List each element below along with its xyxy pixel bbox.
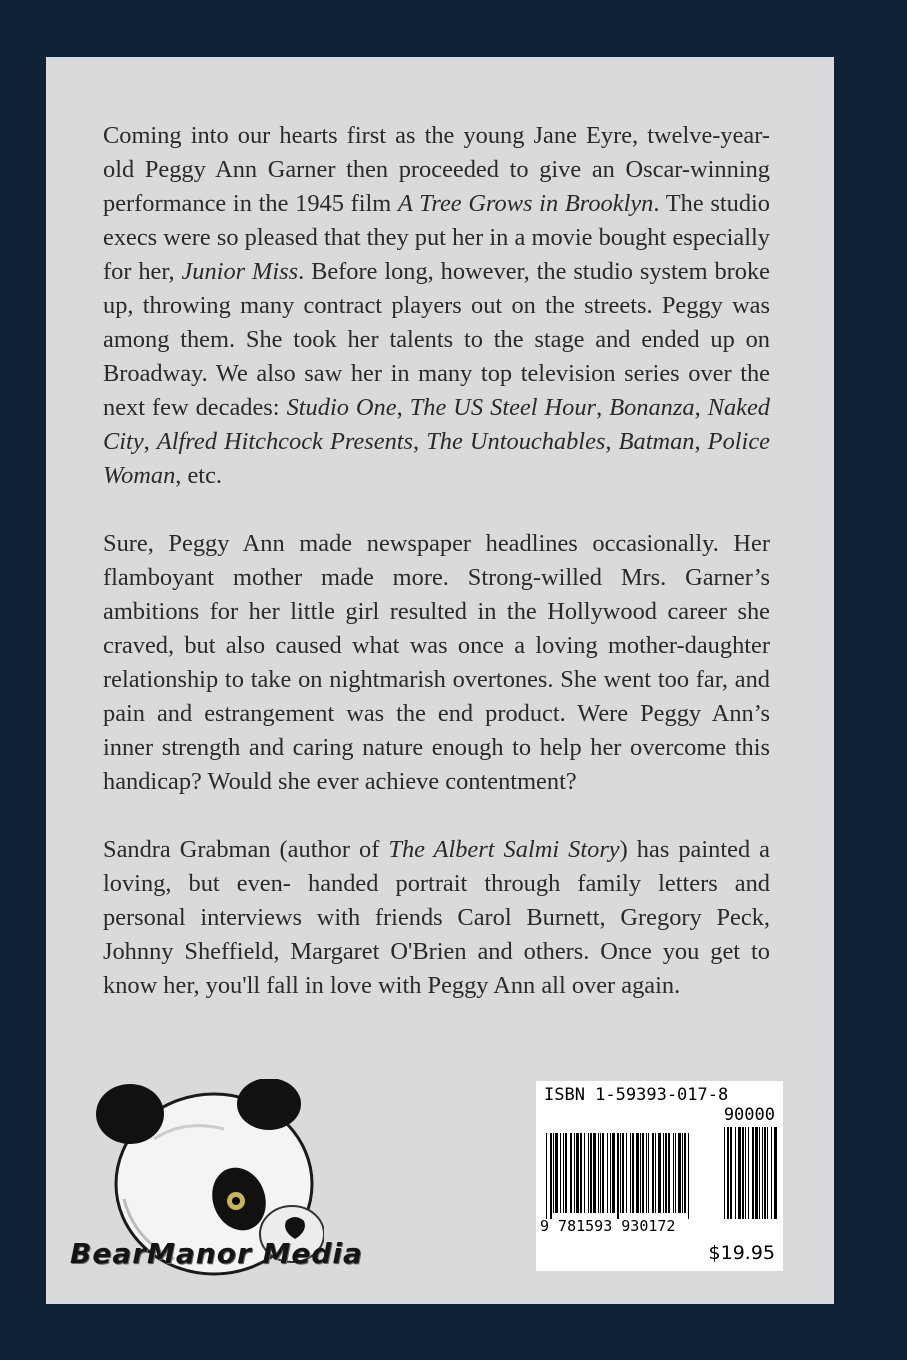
barcode-bar bbox=[675, 1133, 676, 1213]
barcode-bar bbox=[593, 1133, 596, 1213]
barcode-icon bbox=[540, 1103, 780, 1221]
blurb-text: . The studio execs were so pleased that they put her in a movie bought especially for her, bbox=[103, 190, 771, 285]
supplement-bar bbox=[771, 1127, 772, 1219]
barcode-bar bbox=[684, 1133, 686, 1213]
supplement-bar bbox=[742, 1127, 744, 1219]
supplement-bar bbox=[764, 1127, 766, 1219]
barcode-bar bbox=[668, 1133, 670, 1213]
barcode-bar bbox=[682, 1133, 683, 1213]
barcode-bar bbox=[555, 1133, 558, 1213]
barcode-bar bbox=[607, 1133, 608, 1213]
barcode-bar bbox=[612, 1133, 615, 1213]
supplement-bar bbox=[727, 1127, 729, 1219]
barcode-bar bbox=[642, 1133, 644, 1213]
barcode-bar bbox=[665, 1133, 667, 1213]
italic-title: Batman bbox=[618, 428, 695, 455]
barcode-bar bbox=[688, 1133, 689, 1219]
blurb-text: , bbox=[694, 428, 708, 455]
barcode-bar bbox=[602, 1133, 604, 1213]
barcode-bar bbox=[560, 1133, 561, 1213]
supplemental-code: 90000 bbox=[723, 1105, 775, 1125]
italic-title: Police Woman bbox=[103, 428, 770, 489]
back-cover-panel bbox=[46, 57, 834, 1304]
blurb-text: , bbox=[413, 428, 427, 455]
italic-title: Alfred Hitchcock Presents bbox=[156, 428, 414, 455]
italic-title: Naked City bbox=[103, 394, 770, 455]
supplement-bar bbox=[735, 1127, 736, 1219]
blurb-text: , etc. bbox=[175, 462, 223, 489]
barcode-bar bbox=[626, 1133, 627, 1213]
supplement-bar bbox=[724, 1127, 725, 1219]
supplement-bar bbox=[752, 1127, 754, 1219]
supplement-bar bbox=[759, 1127, 760, 1219]
barcode-bar bbox=[630, 1133, 631, 1213]
barcode-bar bbox=[610, 1133, 611, 1213]
italic-title: Bonanza bbox=[609, 394, 695, 421]
barcode-bar bbox=[652, 1133, 654, 1213]
barcode-bar bbox=[678, 1133, 681, 1213]
barcode-bar bbox=[663, 1133, 664, 1213]
blurb-text: Sure, Peggy Ann made newspaper headlines occasionally. Her flamboyant mother made more. Strong-willed Mrs. Garner’s ambitions for her little girl resulted in the Hollywood career she craved, but also caused what was once a loving mother-daughter relationship to take on nightmarish overtones. She went too far, and pain and estrangement was the end product. Were Peggy Ann’s inner strength and caring nature enough to help her overcome this handicap? Would she ever achieve contentment? bbox=[103, 530, 770, 795]
italic-title: The Untouchables bbox=[426, 428, 606, 455]
barcode-bar bbox=[563, 1133, 564, 1213]
barcode-bar bbox=[617, 1133, 619, 1219]
supplement-bar bbox=[745, 1127, 746, 1219]
supplement-bar bbox=[755, 1127, 758, 1219]
publisher-name: BearManor Media bbox=[70, 1237, 363, 1270]
barcode-bar bbox=[658, 1133, 661, 1213]
blurb-text: Coming into our hearts first as the young Jane Eyre, twelve-year-old Peggy Ann Garner then proceeded to give an Oscar-winning performance in the 1945 film bbox=[103, 122, 770, 217]
barcode-bar bbox=[648, 1133, 649, 1213]
barcode-bar bbox=[570, 1133, 572, 1213]
blurb-text: , bbox=[143, 428, 157, 455]
barcode-bar bbox=[632, 1133, 634, 1213]
barcode-bar bbox=[553, 1133, 554, 1213]
italic-title: Junior Miss bbox=[181, 258, 299, 285]
blurb-text: . Before long, however, the studio system broke up, throwing many contract players out on the streets. Peggy was among them. She took her talents to the stage and ended up on Broadway. We also saw her in many top television series over the next few decades: bbox=[103, 258, 770, 421]
barcode-bar bbox=[565, 1133, 567, 1213]
barcode-bar bbox=[622, 1133, 624, 1213]
supplement-bar bbox=[738, 1127, 741, 1219]
barcode-bar bbox=[580, 1133, 582, 1213]
italic-title: The US Steel Hour bbox=[409, 394, 597, 421]
supplement-bar bbox=[762, 1127, 763, 1219]
book-blurb bbox=[103, 119, 770, 1037]
blurb-text: ) has painted a loving, but even- handed portrait through family letters and personal interviews with friends Carol Burnett, Gregory Peck, Johnny Sheffield, Margaret O'Brien and others. Once you get to know her, you'll fall in love with Peggy Ann all over again. bbox=[103, 836, 770, 999]
blurb-paragraph-1 bbox=[103, 119, 770, 493]
blurb-text: , bbox=[396, 394, 410, 421]
ean-number: 9 781593 930172 bbox=[540, 1217, 676, 1235]
barcode-bar bbox=[636, 1133, 639, 1213]
barcode-bar bbox=[673, 1133, 674, 1213]
italic-title: A Tree Grows in Brooklyn bbox=[397, 190, 654, 217]
supplement-bar bbox=[767, 1127, 768, 1219]
italic-title: Studio One bbox=[286, 394, 397, 421]
barcode-block bbox=[536, 1081, 783, 1271]
barcode-bar bbox=[574, 1133, 575, 1213]
barcode-bar bbox=[640, 1133, 641, 1213]
supplement-bar bbox=[730, 1127, 732, 1219]
price-label: $19.95 bbox=[708, 1242, 775, 1264]
barcode-bar bbox=[600, 1133, 601, 1213]
supplement-bar bbox=[748, 1127, 749, 1219]
blurb-paragraph-3 bbox=[103, 833, 770, 1003]
barcode-bar bbox=[584, 1133, 585, 1213]
barcode-bar bbox=[655, 1133, 656, 1213]
barcode-bar bbox=[590, 1133, 592, 1213]
blurb-text: , bbox=[694, 394, 708, 421]
supplement-bar bbox=[774, 1127, 777, 1219]
barcode-bar bbox=[646, 1133, 647, 1213]
blurb-text: , bbox=[596, 394, 610, 421]
barcode-bar bbox=[588, 1133, 589, 1213]
barcode-bar bbox=[620, 1133, 621, 1213]
blurb-text: , bbox=[605, 428, 619, 455]
blurb-text: Sandra Grabman (author of bbox=[103, 836, 389, 863]
barcode-bar bbox=[550, 1133, 552, 1219]
isbn-label: ISBN 1-59393-017-8 bbox=[544, 1085, 729, 1105]
italic-title: The Albert Salmi Story bbox=[388, 836, 620, 863]
barcode-bar bbox=[576, 1133, 579, 1213]
barcode-bar bbox=[546, 1133, 547, 1219]
blurb-paragraph-2 bbox=[103, 527, 770, 799]
barcode-bar bbox=[598, 1133, 599, 1213]
